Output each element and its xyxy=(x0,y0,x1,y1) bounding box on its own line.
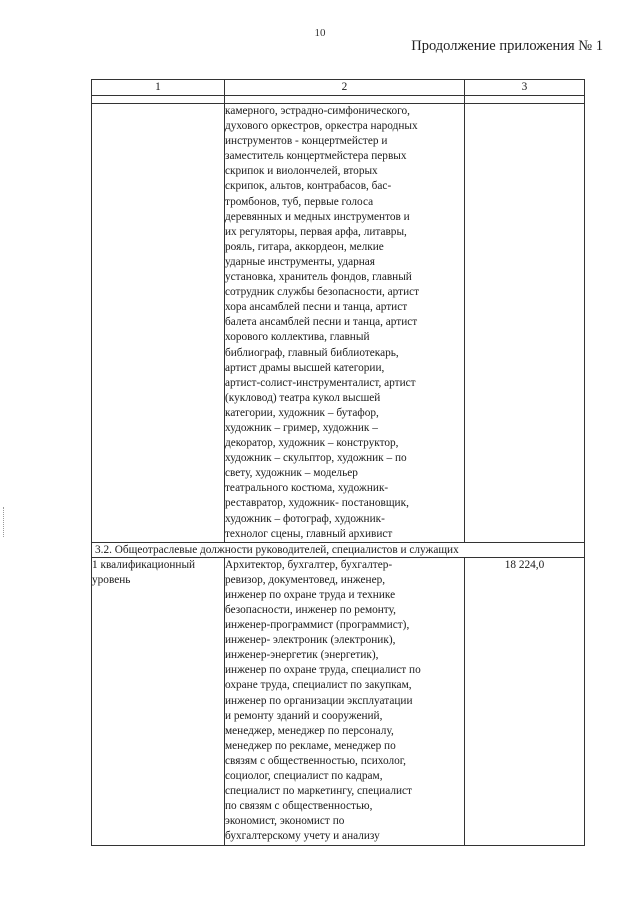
position-text-line: безопасности, инженер по ремонту, xyxy=(225,604,396,616)
continued-positions-text xyxy=(225,104,464,542)
position-text-line: деревянных и медных инструментов и xyxy=(225,210,410,223)
level-text-line: 1 квалификационный xyxy=(92,558,196,571)
position-text-line: категории, художник – бутафор, xyxy=(225,406,379,419)
position-text-line: рояль, гитара, аккордеон, мелкие xyxy=(225,240,384,253)
position-text-line: инженер-энергетик (энергетик), xyxy=(225,649,379,662)
position-text-line: библиограф, главный библиотекарь, xyxy=(225,346,399,359)
position-text-line: специалист по маркетингу, специалист xyxy=(225,785,412,798)
position-text-line: инженер-программист (программист), xyxy=(225,619,410,632)
salary-table xyxy=(91,79,585,846)
position-text-line: художник – скульптор, художник – по xyxy=(225,452,407,465)
qualification-level-cell xyxy=(92,557,225,845)
header-cell-3: 3 xyxy=(465,80,585,96)
position-text-line: хорового коллектива, главный xyxy=(225,331,370,344)
qualification-level-row xyxy=(92,557,585,845)
position-text-line: инженер по охране труда, специалист по xyxy=(225,664,421,677)
position-text-line: декоратор, художник – конструктор, xyxy=(225,437,399,450)
position-text-line: камерного, эстрадно-симфонического, xyxy=(225,105,410,117)
position-text-line: скрипок, альтов, контрабасов, бас- xyxy=(225,180,392,193)
position-text-line: ревизор, документовед, инженер, xyxy=(225,573,386,586)
position-text-line: экономист, экономист по xyxy=(225,815,345,828)
qualification-level-text xyxy=(92,558,224,588)
position-text-line: инструментов - концертмейстер и xyxy=(225,135,388,148)
position-text-line: и ремонту зданий и сооружений, xyxy=(225,709,383,722)
appendix-title: Продолжение приложения № 1 xyxy=(411,38,603,54)
position-text-line: балета ансамблей песни и танца, артист xyxy=(225,316,418,329)
position-text-line: артист-солист-инструменталист, артист xyxy=(225,376,416,389)
position-text-line: художник – фотограф, художник- xyxy=(225,512,385,525)
position-text-line: по связям с общественностью, xyxy=(225,800,373,813)
header-cell-2: 2 xyxy=(225,80,465,96)
position-text-line: театрального костюма, художник- xyxy=(225,482,389,495)
position-text-line: Архитектор, бухгалтер, бухгалтер- xyxy=(225,558,393,571)
position-text-line: бухгалтерскому учету и анализу xyxy=(225,830,380,843)
level-text-line: уровень xyxy=(92,573,131,586)
position-text-line: менеджер, менеджер по персоналу, xyxy=(225,724,394,737)
position-text-line: их регуляторы, первая арфа, литавры, xyxy=(225,225,407,238)
position-text-line: сотрудник службы безопасности, артист xyxy=(225,286,420,299)
salary-cell: 18 224,0 xyxy=(465,557,585,845)
position-text-line: инженер- электроник (электроник), xyxy=(225,634,396,647)
continued-positions-cell xyxy=(225,104,465,543)
position-text-line: хора ансамблей песни и танца, артист xyxy=(225,301,408,314)
position-text-line: менеджер по рекламе, менеджер по xyxy=(225,739,396,752)
positions-text xyxy=(225,558,464,845)
position-text-line: ударные инструменты, ударная xyxy=(225,255,375,268)
continued-positions-row xyxy=(92,104,585,543)
table-header-row xyxy=(92,80,585,96)
position-text-line: (кукловод) театра кукол высшей xyxy=(225,391,381,404)
position-text-line: художник – гример, художник – xyxy=(225,421,378,434)
position-text-line: духового оркестров, оркестра народных xyxy=(225,120,418,133)
position-text-line: заместитель концертмейстера первых xyxy=(225,150,407,163)
position-text-line: тромбонов, туб, первые голоса xyxy=(225,195,374,208)
section-heading: 3.2. Общеотраслевые должности руководителей, специалистов и служащих xyxy=(92,542,585,557)
page-number: 10 xyxy=(314,27,326,39)
position-text-line: реставратор, художник- постановщик, xyxy=(225,497,409,510)
continued-level-cell xyxy=(92,104,225,543)
margin-mark xyxy=(3,507,5,537)
section-heading-row xyxy=(92,542,585,557)
position-text-line: артист драмы высшей категории, xyxy=(225,361,385,374)
positions-cell xyxy=(225,557,465,845)
table-spacer-row xyxy=(92,96,585,104)
position-text-line: установка, хранитель фондов, главный xyxy=(225,271,412,284)
position-text-line: социолог, специалист по кадрам, xyxy=(225,770,383,783)
continued-salary-cell xyxy=(465,104,585,543)
position-text-line: инженер по охране труда и технике xyxy=(225,588,396,601)
position-text-line: охране труда, специалист по закупкам, xyxy=(225,679,412,692)
position-text-line: инженер по организации эксплуатации xyxy=(225,694,413,707)
header-cell-1: 1 xyxy=(92,80,225,96)
position-text-line: скрипок и виолончелей, вторых xyxy=(225,165,378,178)
position-text-line: свету, художник – модельер xyxy=(225,467,358,480)
position-text-line: связям с общественностью, психолог, xyxy=(225,754,406,767)
position-text-line: технолог сцены, главный архивист xyxy=(225,527,393,540)
